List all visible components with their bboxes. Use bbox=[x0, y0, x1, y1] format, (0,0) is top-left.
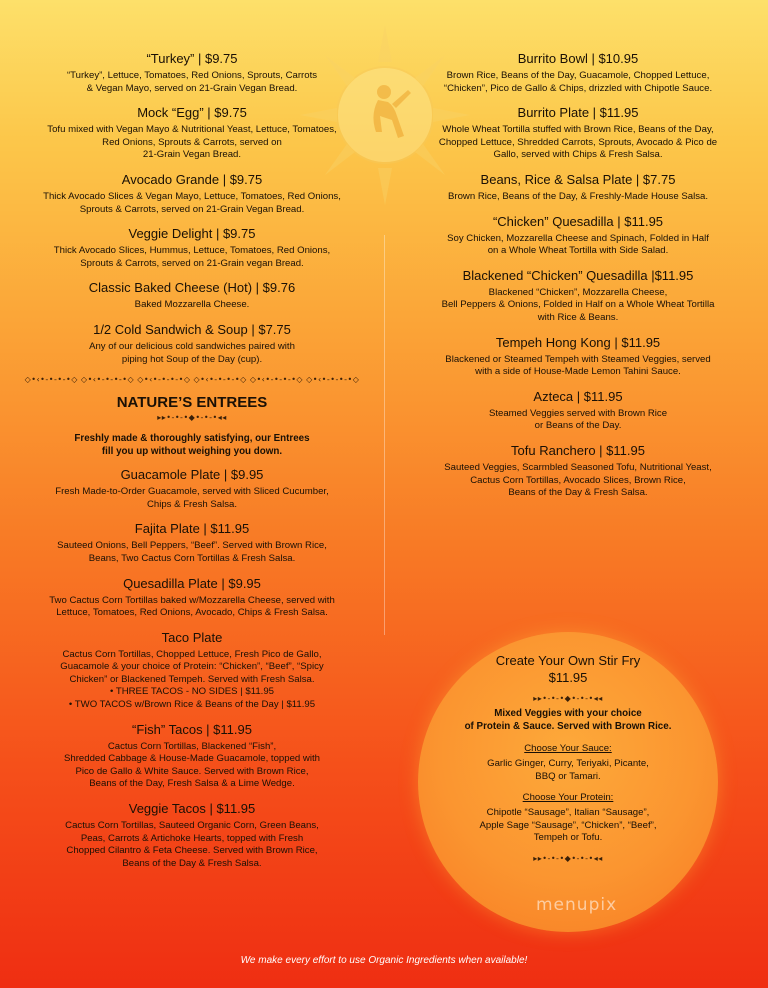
item-description: Sauteed Veggies, Scarmbled Seasoned Tofu, Nutritional Yeast, Cactus Corn Tortillas, Avocado Slices, Brown Rice, Beans of the Day & Fresh Salsa. bbox=[444, 461, 712, 499]
item-title: Classic Baked Cheese (Hot) | $9.76 bbox=[88, 280, 296, 296]
item-description: Steamed Veggies served with Brown Rice or Beans of the Day. bbox=[488, 407, 668, 432]
item-title: Quesadilla Plate | $9.95 bbox=[123, 575, 261, 591]
stir-fry-panel bbox=[418, 632, 718, 932]
item-description: Thick Avocado Slices & Vegan Mayo, Lettuce, Tomatoes, Red Onions, Sprouts & Carrots, served on 21-Grain Vegan Bread. bbox=[43, 190, 341, 215]
item-title: Beans, Rice & Salsa Plate | $7.75 bbox=[480, 171, 676, 187]
stir-fry-bottom-ornament: ▸▸•-•-•◆•-•-•◂◂ bbox=[533, 853, 603, 863]
watermark: menupix bbox=[536, 895, 618, 915]
left-column bbox=[14, 50, 370, 879]
menu-item bbox=[14, 629, 370, 712]
stir-fry-price: $11.95 bbox=[548, 670, 588, 685]
menu-item bbox=[410, 267, 746, 325]
item-title: “Turkey” | $9.75 bbox=[146, 51, 238, 66]
item-title: Fajita Plate | $11.95 bbox=[134, 521, 250, 537]
item-description: Whole Wheat Tortilla stuffed with Brown Rice, Beans of the Day, Chopped Lettuce, Shredded Carrots, Sprouts, Avocado & Pico de Gallo, served with Chips & Fresh Salsa. bbox=[438, 124, 718, 161]
item-title: Tempeh Hong Kong | $11.95 bbox=[495, 334, 661, 350]
item-description: Sauteed Onions, Bell Peppers, “Beef”. Served with Brown Rice, Beans, Two Cactus Corn Tortillas & Fresh Salsa. bbox=[57, 540, 327, 564]
item-description: Baked Mozzarella Cheese. bbox=[134, 299, 250, 311]
item-title: Mock “Egg” | $9.75 bbox=[137, 105, 247, 121]
menu-item bbox=[410, 334, 746, 379]
menu-item bbox=[14, 466, 370, 511]
item-description: Brown Rice, Beans of the Day, Guacamole, Chopped Lettuce, “Chicken”, Pico de Gallo & Chips, drizzled with Chipotle Sauce. bbox=[443, 70, 713, 94]
item-description: Brown Rice, Beans of the Day, & Freshly-Made House Salsa. bbox=[447, 190, 709, 202]
section-title: NATURE’S ENTREES bbox=[116, 394, 268, 412]
stir-fry-lead: Mixed Veggies with your choice of Protein & Sauce. Served with Brown Rice. bbox=[464, 708, 672, 732]
item-title: Blackened “Chicken” Quesadilla |$11.95 bbox=[462, 267, 694, 283]
menu-item bbox=[14, 721, 370, 791]
item-description: “Turkey”, Lettuce, Tomatoes, Red Onions, Sprouts, Carrots & Vegan Mayo, served on 21-Grain Vegan Bread. bbox=[66, 70, 318, 94]
item-description: Thick Avocado Slices, Hummus, Lettuce, Tomatoes, Red Onions, Sprouts & Carrots, served on 21-Grain vegan Bread. bbox=[53, 245, 331, 269]
item-title: Avocado Grande | $9.75 bbox=[121, 171, 263, 187]
item-description: Cactus Corn Tortillas, Chopped Lettuce, Fresh Pico de Gallo, Guacamole & your choice of Protein: “Chicken”, “Beef”, “Spicy Chicken” or Blackened Tempeh. Served with Fresh Salsa. • THREE TACOS - NO SIDES | $11.95 • TWO TACOS w/Brown Rice & Beans of the Day | $11.95 bbox=[60, 648, 324, 711]
protein-options: Chipotle “Sausage”, Italian “Sausage”, Apple Sage “Sausage”, “Chicken”, “Beef”, Tempeh or Tofu. bbox=[479, 807, 657, 844]
item-description: Fresh Made-to-Order Guacamole, served with Sliced Cucumber, Chips & Fresh Salsa. bbox=[55, 486, 329, 510]
section-intro: Freshly made & thoroughly satisfying, our Entrees fill you up without weighing you down. bbox=[74, 433, 310, 458]
item-description: Soy Chicken, Mozzarella Cheese and Spinach, Folded in Half on a Whole Wheat Tortilla with Side Salad. bbox=[447, 232, 709, 257]
item-title: Veggie Tacos | $11.95 bbox=[128, 801, 256, 817]
menu-item bbox=[14, 575, 370, 620]
item-title: “Fish” Tacos | $11.95 bbox=[132, 721, 252, 737]
item-title: Veggie Delight | $9.75 bbox=[128, 226, 256, 242]
sauce-label: Choose Your Sauce: bbox=[524, 743, 612, 754]
menu-item bbox=[14, 279, 370, 312]
menu-item bbox=[410, 213, 746, 258]
item-description: Blackened “Chicken”, Mozzarella Cheese, Bell Peppers & Onions, Folded in Half on a Whole Wheat Tortilla with Rice & Beans. bbox=[441, 286, 715, 323]
item-description: Two Cactus Corn Tortillas baked w/Mozzarella Cheese, served with Lettuce, Tomatoes, Red Onions, Avocado, Chips & Fresh Salsa. bbox=[49, 594, 335, 619]
item-title: Burrito Plate | $11.95 bbox=[517, 105, 639, 121]
stir-fry-title: Create Your Own Stir Fry bbox=[495, 653, 641, 668]
item-title: Tofu Ranchero | $11.95 bbox=[511, 442, 645, 458]
ornament-divider: ◇•‹•-•-•-•◇ ◇•‹•-•-•-•◇ ◇•‹•-•-•-•◇ ◇•‹•-•-•-•◇ ◇•‹•-•-•-•◇ ◇•‹•-•-•-•◇ bbox=[24, 375, 360, 385]
menu-item bbox=[14, 171, 370, 216]
footer-note: We make every effort to use Organic Ingredients when available! bbox=[240, 955, 528, 966]
stir-fry-ornament: ▸▸•-•-•◆•-•-•◂◂ bbox=[533, 694, 603, 703]
item-description: Blackened or Steamed Tempeh with Steamed Veggies, served with a side of House-Made Lemon Tahini Sauce. bbox=[445, 353, 711, 378]
menu-item bbox=[410, 50, 746, 95]
menu-item bbox=[14, 321, 370, 366]
menu-item bbox=[14, 800, 370, 870]
item-title: Azteca | $11.95 bbox=[533, 388, 623, 404]
item-title: Guacamole Plate | $9.95 bbox=[120, 467, 264, 483]
item-description: Tofu mixed with Vegan Mayo & Nutritional Yeast, Lettuce, Tomatoes, Red Onions, Sprouts & Carrots, served on 21-Grain Vegan Bread. bbox=[47, 124, 337, 161]
menu-item bbox=[14, 520, 370, 565]
item-title: Taco Plate bbox=[161, 629, 223, 645]
section-ornament: ▸▸•-•-•◆•-•-•◂◂ bbox=[157, 413, 227, 423]
menu-item bbox=[410, 442, 746, 500]
menu-item bbox=[14, 225, 370, 270]
protein-label: Choose Your Protein: bbox=[522, 792, 614, 804]
item-title: “Chicken” Quesadilla | $11.95 bbox=[492, 213, 664, 229]
item-description: Cactus Corn Tortillas, Blackened “Fish”, Shredded Cabbage & House-Made Guacamole, topped with Pico de Gallo & White Sauce. Served with Brown Rice, Beans of the Day, Fresh Salsa & a Lime Wedge. bbox=[64, 740, 320, 790]
sauce-options: Garlic Ginger, Curry, Teriyaki, Picante, BBQ or Tamari. bbox=[487, 758, 649, 782]
item-description: Any of our delicious cold sandwiches paired with piping hot Soup of the Day (cup). bbox=[89, 340, 295, 365]
item-title: Burrito Bowl | $10.95 bbox=[517, 51, 639, 66]
right-column bbox=[410, 50, 746, 509]
menu-item bbox=[410, 388, 746, 433]
menu-item bbox=[14, 104, 370, 162]
column-divider bbox=[384, 235, 385, 635]
menu-item bbox=[14, 50, 370, 95]
item-title: 1/2 Cold Sandwich & Soup | $7.75 bbox=[93, 321, 291, 337]
menu-item bbox=[410, 104, 746, 162]
menu-item bbox=[410, 171, 746, 204]
item-description: Cactus Corn Tortillas, Sauteed Organic Corn, Green Beans, Peas, Carrots & Artichoke Hearts, topped with Fresh Chopped Cilantro & Feta Cheese. Served with Brown Rice, Beans of the Day & Fresh Salsa. bbox=[65, 820, 319, 869]
